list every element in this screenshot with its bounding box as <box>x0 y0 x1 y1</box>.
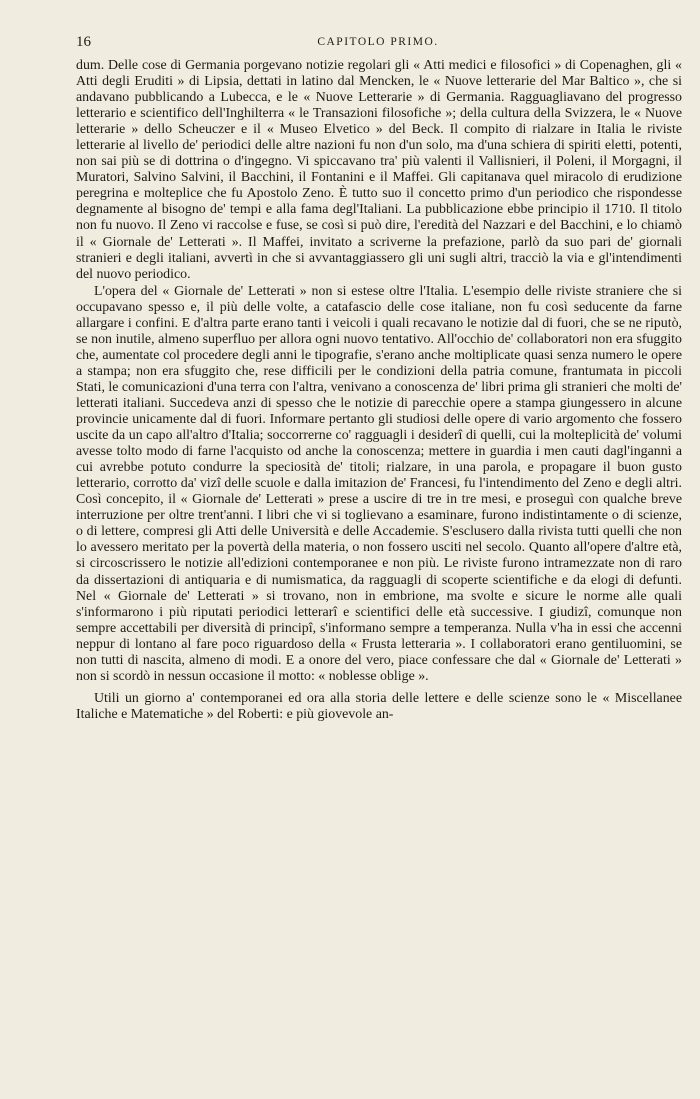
paragraph-2: L'opera del « Giornale de' Letterati » non si estese oltre l'Italia. L'esempio delle riviste straniere che si occupavano spesso e, il più delle volte, a catafascio delle cose italiane, non fu così seducente da farne allargare i confini. E d'altra parte erano tanti i veicoli i quali recavano le notizie dal di fuori, che se ne riputò, se non inutile, almeno superfluo per allora ogni nuovo tentativo. All'occhio de' collaboratori non era sfuggito che, aumentate col procedere degli anni le tipografie, s'erano anche moltiplicate quasi senza numero le opere a stampa; non era sfuggito che, rese difficili per le condizioni della patria comune, frantumata in piccoli Stati, le comunicazioni d'una terra con l'altra, venivano a conoscenza de' libri prima gli stranieri che molti de' letterati italiani. Succedeva anzi di spesso che le notizie di parecchie opere a stampa giungessero in alcune provincie unicamente dal di fuori. Informare pertanto gli studiosi delle opere di vario argomento che fossero uscite da un capo all'altro d'Italia; soccorrerne co' ragguagli i desiderî di quelli, cui la molteplicità de' volumi avesse tolto modo di farne l'acquisto od anche la conoscenza; mettere in guardia i men cauti dagl'inganni a cui avrebbe potuto condurre la speciosità de' titoli; rialzare, in una parola, e propagare il buon gusto letterario, corrotto da' vizî delle scuole e dalla imitazion de' Francesi, fu l'intendimento del Zeno e degli altri. Così concepito, il « Giornale de' Letterati » prese a uscire di tre in tre mesi, e proseguì con qualche breve interruzione per oltre trent'anni. I libri che vi si toglievano a esaminare, furono indistintamente o di scienze, o di lettere, compresi gli Atti delle Università e delle Accademie. S'esclusero dalla rivista tutti quelli che non lo avessero meritato per la povertà della materia, o non fossero usciti nel secolo. Quanto all'opere d'altre età, si circoscrissero le notizie all'edizioni contemporanee e non più. Le riviste furono intramezzate non di raro da dissertazioni di antiquaria e di numismatica, da ragguagli di scoperte scientifiche e da elogi di defunti. Nel « Giornale de' Letterati » si trovano, non in embrione, ma svolte e sicure le norme alle quali s'informarono i più riputati periodici letterarî e scientifici delle età successive. I giudizî, comunque non sempre accettabili per diversità di principî, s'informano sempre a temperanza. Nulla v'ha in essi che accenni neppur di lontano al fare poco riguardoso della « Frusta letteraria ». I collaboratori erano gentiluomini, se non tutti di nascita, almeno di modi. E a onore del vero, piace confessare che dal « Giornale de' Letterati » non si scordò in nessun occasione il motto: « noblesse oblige ». <box>76 283 682 684</box>
page-header <box>76 34 680 54</box>
paragraph-1: dum. Delle cose di Germania porgevano notizie regolari gli « Atti medici e filosofici » di Copenaghen, gli « Atti degli Eruditi » di Lipsia, dettati in latino dal Mencken, le « Nuove letterarie del Mar Baltico », che si andavano pubblicando a Lubecca, e le « Nuove Letterarie » di Germania. Ragguagliavano del progresso letterario e scientifico dell'Inghilterra « le Transazioni filosofiche »; della cultura della Svizzera, le « Nuove letterarie » dello Scheuczer e il « Museo Elvetico » del Beck. Il compito di rialzare in Italia le riviste letterarie al livello de' periodici delle altre nazioni fu non d'un solo, ma d'una schiera di spiriti eletti, potenti, non sai più se di dottrina o d'ingegno. Vi spiccavano tra' più valenti il Vallisnieri, il Poleni, il Morgagni, il Muratori, Salvino Salvini, il Bacchini, il Fontanini e il Maffei. Gli capitanava quel miracolo di erudizione peregrina e molteplice che fu Apostolo Zeno. È tutto suo il concetto primo d'un periodico che rispondesse degnamente al bisogno de' tempi e alla fama degl'Italiani. La pubblicazione ebbe principio il 1710. Il titolo non fu nuovo. Il Zeno vi raccolse e fuse, se così si può dire, l'eredità del Nazzari e del Bacchini, e lo chiamò il « Giornale de' Letterati ». Il Maffei, invitato a scriverne la prefazione, parlò da suo pari de' giornali stranieri e degli italiani, avvertì in che si avvantaggiassero gli uni sugli altri, tracciò la via e gl'intendimenti del nuovo periodico. <box>76 58 682 282</box>
running-title: CAPITOLO PRIMO. <box>317 36 439 48</box>
paragraph-3: Utili un giorno a' contemporanei ed ora alla storia delle lettere e delle scienze sono le « Miscellanee Italiche e Matematiche » del Roberti: e più giovevole an- <box>76 690 682 722</box>
page-number: 16 <box>76 34 91 50</box>
body-text <box>76 58 682 723</box>
